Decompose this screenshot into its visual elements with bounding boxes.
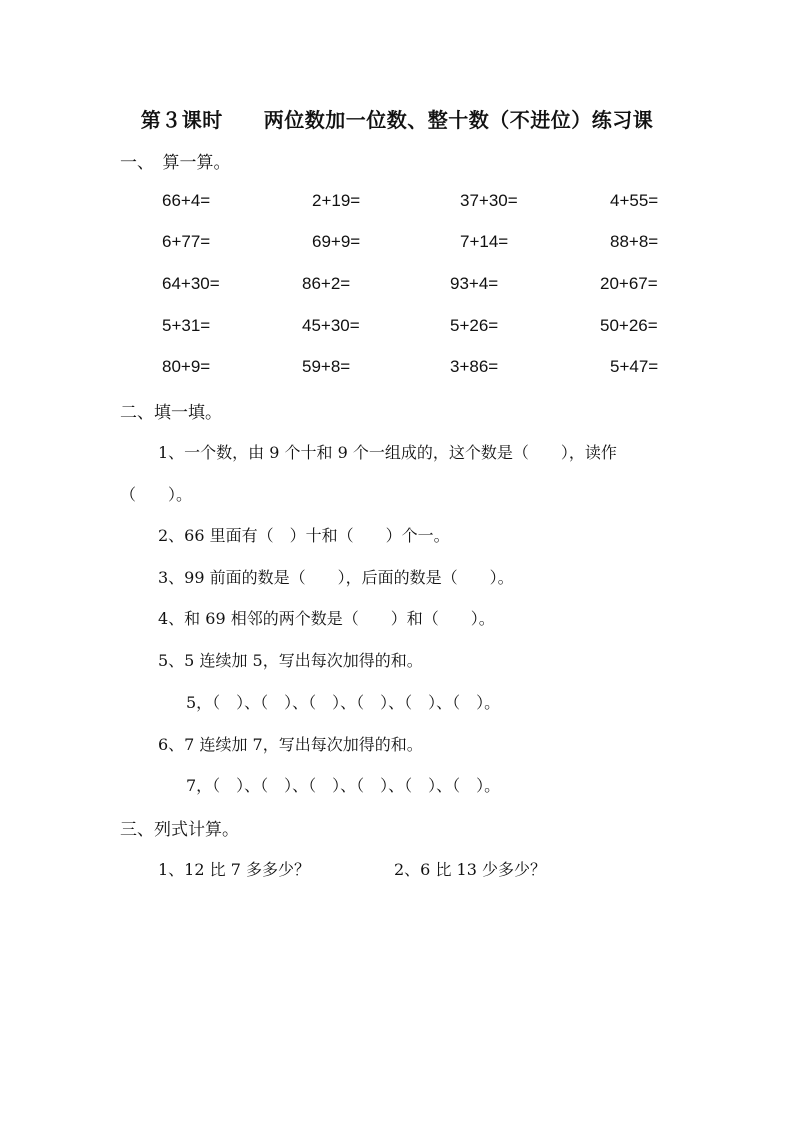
calc-item: 6+77=	[162, 232, 211, 251]
calc-item: 80+9=	[162, 357, 211, 376]
section-2-heading: 二、填一填。	[120, 403, 222, 423]
page-title: 第３课时 两位数加一位数、整十数（不进位）练习课	[140, 108, 654, 132]
calc-item: 45+30=	[302, 316, 360, 335]
calc-item: 3+86=	[450, 357, 499, 376]
question-2-6: 6、7 连续加 7，写出每次加得的和。	[158, 735, 423, 754]
calc-item: 66+4=	[162, 191, 211, 210]
question-2-1-line1: 1、一个数，由 9 个十和 9 个一组成的，这个数是（ ），读作	[158, 443, 617, 462]
question-2-2: 2、66 里面有（ ）十和（ ）个一。	[158, 526, 450, 545]
calc-item: 69+9=	[312, 232, 361, 251]
calc-item: 59+8=	[302, 357, 351, 376]
question-2-5: 5、5 连续加 5，写出每次加得的和。	[158, 651, 423, 670]
question-3-1: 1、12 比 7 多多少？	[158, 860, 310, 879]
section-3-heading: 三、列式计算。	[120, 820, 239, 840]
calc-item: 5+47=	[610, 357, 659, 376]
calc-item: 64+30=	[162, 274, 220, 293]
calc-item: 20+67=	[600, 274, 658, 293]
calc-item: 93+4=	[450, 274, 499, 293]
question-3-2: 2、6 比 13 少多少？	[394, 860, 546, 879]
calc-item: 37+30=	[460, 191, 518, 210]
calc-item: 86+2=	[302, 274, 351, 293]
section-1-heading: 一、 算一算。	[120, 153, 231, 173]
question-2-1-line2: （ ）。	[120, 485, 193, 504]
calc-item: 7+14=	[460, 232, 509, 251]
calc-item: 4+55=	[610, 191, 659, 210]
question-2-3: 3、99 前面的数是（ ），后面的数是（ ）。	[158, 568, 514, 587]
calc-item: 5+31=	[162, 316, 211, 335]
calc-item: 5+26=	[450, 316, 499, 335]
question-2-4: 4、和 69 相邻的两个数是（ ）和（ ）。	[158, 609, 495, 628]
question-2-5-answer: 5，（ ）、（ ）、（ ）、（ ）、（ ）、（ ）。	[186, 693, 501, 712]
calc-item: 2+19=	[312, 191, 361, 210]
calc-item: 88+8=	[610, 232, 659, 251]
calc-item: 50+26=	[600, 316, 658, 335]
question-2-6-answer: 7，（ ）、（ ）、（ ）、（ ）、（ ）、（ ）。	[186, 776, 501, 795]
